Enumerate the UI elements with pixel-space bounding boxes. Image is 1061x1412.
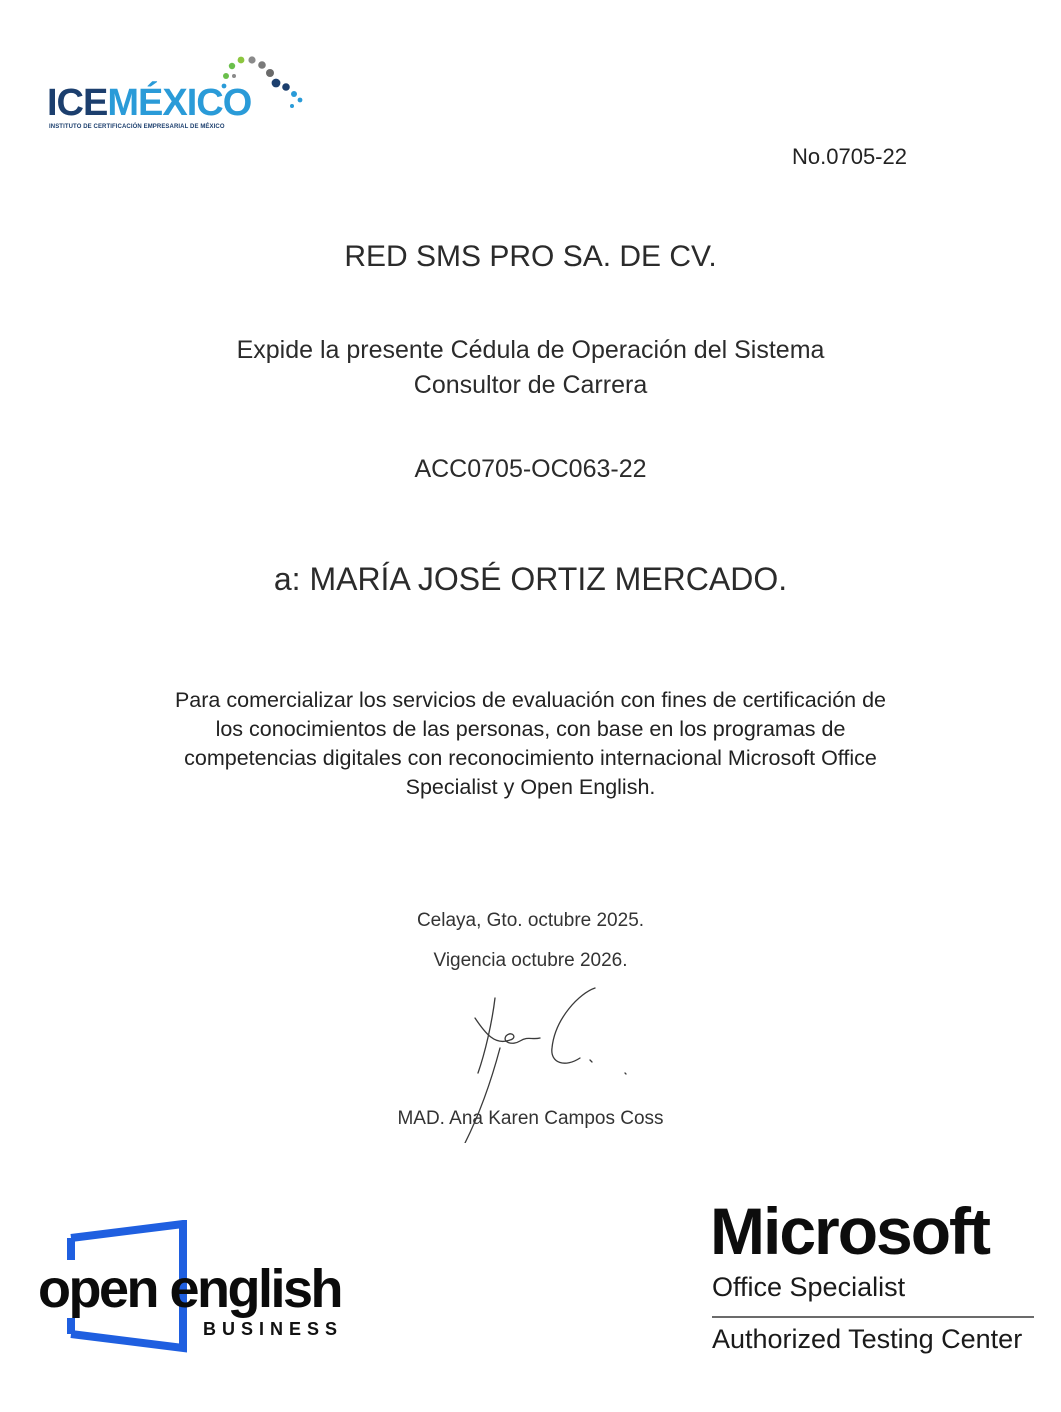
- validity-date: Vigencia octubre 2026.: [433, 950, 628, 971]
- purpose-line-3: competencias digitales con reconocimiento internacional Microsoft Office: [184, 746, 877, 770]
- purpose-line-1: Para comercializar los servicios de evaluación con fines de certificación de: [174, 688, 887, 712]
- open-english-english: english: [169, 1259, 342, 1319]
- recipient-name: a: MARÍA JOSÉ ORTIZ MERCADO.: [273, 561, 788, 597]
- open-english-wordmark: [38, 1259, 342, 1319]
- open-english-business-logo: [35, 1220, 385, 1355]
- issuer-name: RED SMS PRO SA. DE CV.: [344, 240, 717, 273]
- purpose-line-2: los conocimientos de las personas, con base en los programas de: [215, 717, 846, 741]
- ice-logo-subtitle: INSTITUTO DE CERTIFICACIÓN EMPRESARIAL DE MÉXICO: [49, 124, 225, 130]
- purpose-line-4: Specialist y Open English.: [405, 775, 656, 799]
- open-english-business: BUSINESS: [203, 1319, 344, 1339]
- ice-logo-mexico: MÉXICO: [107, 82, 252, 124]
- office-specialist-label: Office Specialist: [712, 1272, 906, 1302]
- statement: [0, 333, 1061, 403]
- divider: [712, 1316, 1034, 1318]
- ice-logo-ice: ICE: [47, 82, 108, 124]
- ice-mexico-logo: [44, 54, 304, 144]
- microsoft-wordmark: Microsoft: [710, 1194, 989, 1268]
- certificate-number: No.0705-22: [792, 144, 907, 169]
- microsoft-office-specialist-logo: [708, 1194, 1038, 1368]
- certificate-code: ACC0705-OC063-22: [414, 455, 647, 483]
- place-date: Celaya, Gto. octubre 2025.: [416, 910, 645, 931]
- ice-logo-wordmark: [47, 84, 251, 122]
- purpose-paragraph: [140, 686, 921, 802]
- statement-line-1: Expide la presente Cédula de Operación del Sistema: [236, 336, 825, 364]
- signatory-name: MAD. Ana Karen Campos Coss: [397, 1108, 664, 1129]
- statement-line-2: Consultor de Carrera: [413, 371, 648, 399]
- authorized-testing-center-label: Authorized Testing Center: [712, 1324, 1023, 1354]
- open-english-open: open: [38, 1259, 157, 1319]
